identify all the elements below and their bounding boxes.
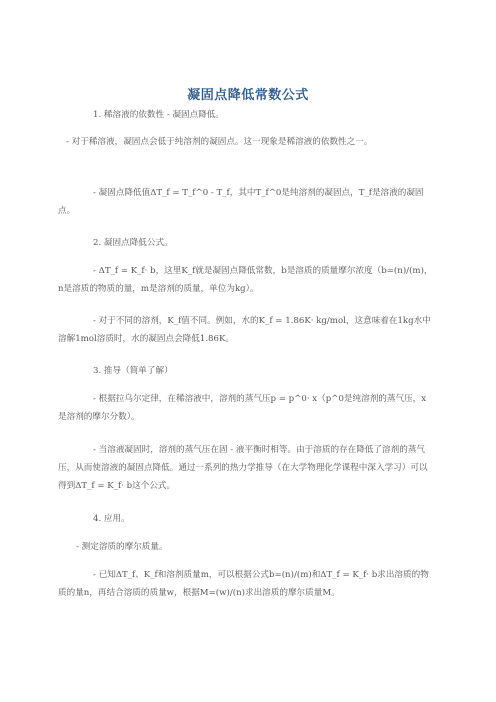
paragraph-8: - 已知ΔT_f、K_f和溶剂质量m，可以根据公式b=(n)/(m)和ΔT_f = K_f· b求出溶质的物质的量n，再结合溶质的质量w，根据M=(w)/(n)求出溶质的摩尔质量M。 bbox=[58, 570, 429, 598]
section-heading-1: 1. 稀溶液的依数性 - 凝固点降低。 bbox=[93, 110, 225, 120]
paragraph-5: - 根据拉乌尔定律，在稀溶液中，溶剂的蒸气压p = p^0· x（p^0是纯溶剂的蒸气压，x是溶剂的摩尔分数）。 bbox=[58, 394, 427, 422]
paragraph-4: - 对于不同的溶剂，K_f值不同。例如，水的K_f = 1.86K· kg/mol，这意味着在1kg水中溶解1mol溶质时，水的凝固点会降低1.86K。 bbox=[58, 316, 431, 344]
paragraph-3: - ΔT_f = K_f· b，这里K_f就是凝固点降低常数，b是溶质的质量摩尔浓度（b=(n)/(m)，n是溶质的物质的量，m是溶剂的质量，单位为kg）。 bbox=[58, 266, 433, 294]
section-heading-2: 2. 凝固点降低公式。 bbox=[93, 238, 173, 248]
paragraph-1: - 对于稀溶液，凝固点会低于纯溶剂的凝固点。这一现象是稀溶液的依数性之一。 bbox=[66, 137, 373, 147]
paragraph-7: - 测定溶质的摩尔质量。 bbox=[76, 542, 168, 552]
paragraph-2: - 凝固点降低值ΔT_f = T_f^0 - T_f，其中T_f^0是纯溶剂的凝固点，T_f是溶液的凝固点。 bbox=[58, 188, 424, 216]
paragraph-6: - 当溶液凝固时，溶剂的蒸气压在固 - 液平衡时相等。由于溶质的存在降低了溶剂的蒸气压，从而使溶液的凝固点降低。通过一系列的热力学推导（在大学物理化学课程中深入学习）可以得到ΔT_f = K_f· b这个公式。 bbox=[58, 445, 428, 491]
section-heading-4: 4. 应用。 bbox=[93, 514, 130, 524]
section-heading-3: 3. 推导（简单了解） bbox=[93, 366, 173, 376]
document-title: 凝固点降低常数公式 bbox=[187, 88, 309, 103]
